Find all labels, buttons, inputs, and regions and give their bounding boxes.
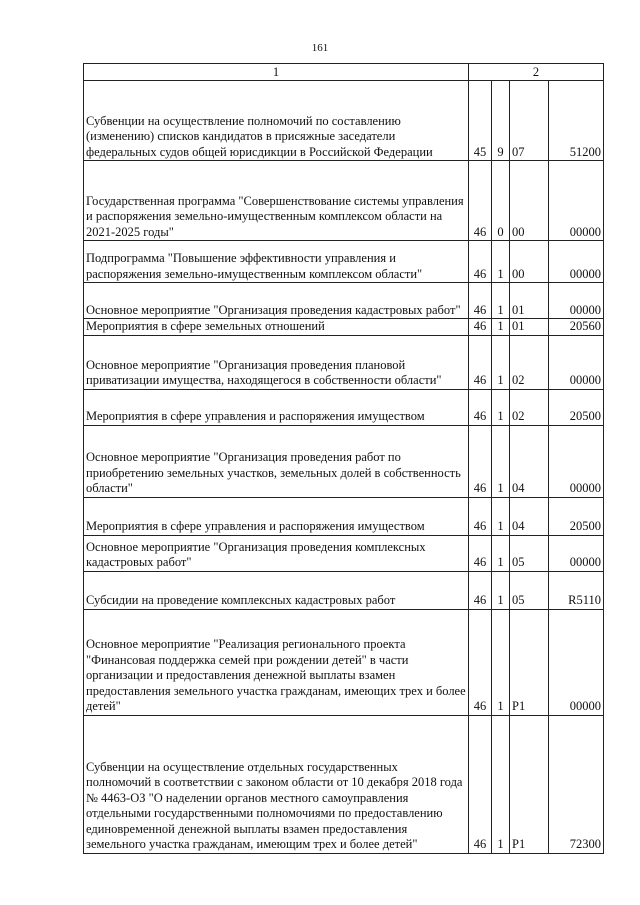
- row-event-code: 00: [510, 241, 549, 283]
- row-program-code: 46: [469, 161, 492, 241]
- row-event-code: 05: [510, 535, 549, 571]
- row-target-code: 00000: [549, 535, 604, 571]
- row-target-code: 00000: [549, 283, 604, 319]
- row-name-cell: Основное мероприятие "Организация проведения работ по приобретению земельных участков, земельных долей в собственность области": [84, 425, 469, 497]
- table-row: [84, 161, 604, 241]
- table-row: [84, 319, 604, 336]
- row-program-code: 46: [469, 335, 492, 389]
- row-program-code: 46: [469, 571, 492, 609]
- row-subprogram-code: 1: [492, 241, 510, 283]
- row-subprogram-code: 1: [492, 535, 510, 571]
- table-header-row: [84, 64, 604, 81]
- table-row: [84, 609, 604, 715]
- row-program-code: 46: [469, 241, 492, 283]
- row-name-cell: Мероприятия в сфере управления и распоряжения имуществом: [84, 497, 469, 535]
- row-name-cell: Основное мероприятие "Организация проведения комплексных кадастровых работ": [84, 535, 469, 571]
- row-name-cell: Субсидии на проведение комплексных кадастровых работ: [84, 571, 469, 609]
- row-program-code: 46: [469, 535, 492, 571]
- row-name-cell: Государственная программа "Совершенствование системы управления и распоряжения земельно-имущественным комплексом области на 2021-2025 годы": [84, 161, 469, 241]
- row-program-code: 46: [469, 319, 492, 336]
- row-subprogram-code: 1: [492, 389, 510, 425]
- row-subprogram-code: 1: [492, 497, 510, 535]
- page-number: 161: [311, 42, 329, 54]
- row-name-cell: Основное мероприятие "Организация проведения кадастровых работ": [84, 283, 469, 319]
- row-event-code: 07: [510, 81, 549, 161]
- row-target-code: 00000: [549, 335, 604, 389]
- row-target-code: R5110: [549, 571, 604, 609]
- row-subprogram-code: 1: [492, 283, 510, 319]
- row-event-code: 05: [510, 571, 549, 609]
- row-event-code: 01: [510, 283, 549, 319]
- row-subprogram-code: 1: [492, 425, 510, 497]
- row-target-code: 00000: [549, 161, 604, 241]
- table-row: [84, 335, 604, 389]
- row-event-code: 01: [510, 319, 549, 336]
- table-row: [84, 425, 604, 497]
- row-subprogram-code: 1: [492, 335, 510, 389]
- row-target-code: 00000: [549, 425, 604, 497]
- row-target-code: 20500: [549, 389, 604, 425]
- row-subprogram-code: 1: [492, 319, 510, 336]
- row-name-cell: Мероприятия в сфере управления и распоряжения имуществом: [84, 389, 469, 425]
- row-name-cell: Мероприятия в сфере земельных отношений: [84, 319, 469, 336]
- row-name-cell: Основное мероприятие "Реализация регионального проекта "Финансовая поддержка семей при рождении детей" в части организации и предоставления денежной выплаты взамен предоставления земельного участка гражданам, имеющих трех и более детей": [84, 609, 469, 715]
- row-event-code: 02: [510, 389, 549, 425]
- row-target-code: 00000: [549, 609, 604, 715]
- row-target-code: 72300: [549, 715, 604, 853]
- row-name-cell: Подпрограмма "Повышение эффективности управления и распоряжения земельно-имущественным комплексом области": [84, 241, 469, 283]
- table-row: [84, 497, 604, 535]
- row-subprogram-code: 9: [492, 81, 510, 161]
- row-program-code: 46: [469, 425, 492, 497]
- table-row: [84, 535, 604, 571]
- table-row: [84, 241, 604, 283]
- budget-table: [83, 63, 604, 854]
- row-program-code: 45: [469, 81, 492, 161]
- row-program-code: 46: [469, 389, 492, 425]
- table-row: [84, 571, 604, 609]
- row-name-cell: Основное мероприятие "Организация проведения плановой приватизации имущества, находящегося в собственности области": [84, 335, 469, 389]
- row-target-code: 20500: [549, 497, 604, 535]
- row-subprogram-code: 1: [492, 571, 510, 609]
- row-subprogram-code: 1: [492, 715, 510, 853]
- table-row: [84, 283, 604, 319]
- row-target-code: 20560: [549, 319, 604, 336]
- header-col-1: 1: [84, 64, 469, 81]
- row-name-cell: Субвенции на осуществление отдельных государственных полномочий в соответствии с законом области от 10 декабря 2018 года № 4463-ОЗ "О наделении органов местного самоуправления отдельными государственными полномочиями по предоставлению единовременной денежной выплаты взамен предоставления земельного участка гражданам, имеющим трех и более детей": [84, 715, 469, 853]
- table-row: [84, 715, 604, 853]
- row-event-code: 00: [510, 161, 549, 241]
- row-program-code: 46: [469, 497, 492, 535]
- row-target-code: 00000: [549, 241, 604, 283]
- row-program-code: 46: [469, 283, 492, 319]
- row-subprogram-code: 0: [492, 161, 510, 241]
- table-row: [84, 389, 604, 425]
- row-event-code: P1: [510, 609, 549, 715]
- row-event-code: 04: [510, 497, 549, 535]
- row-event-code: P1: [510, 715, 549, 853]
- table-row: [84, 81, 604, 161]
- row-event-code: 04: [510, 425, 549, 497]
- row-name-cell: Субвенции на осуществление полномочий по составлению (изменению) списков кандидатов в присяжные заседатели федеральных судов общей юрисдикции в Российской Федерации: [84, 81, 469, 161]
- row-target-code: 51200: [549, 81, 604, 161]
- row-program-code: 46: [469, 609, 492, 715]
- row-subprogram-code: 1: [492, 609, 510, 715]
- row-event-code: 02: [510, 335, 549, 389]
- row-program-code: 46: [469, 715, 492, 853]
- header-col-2: 2: [469, 64, 604, 81]
